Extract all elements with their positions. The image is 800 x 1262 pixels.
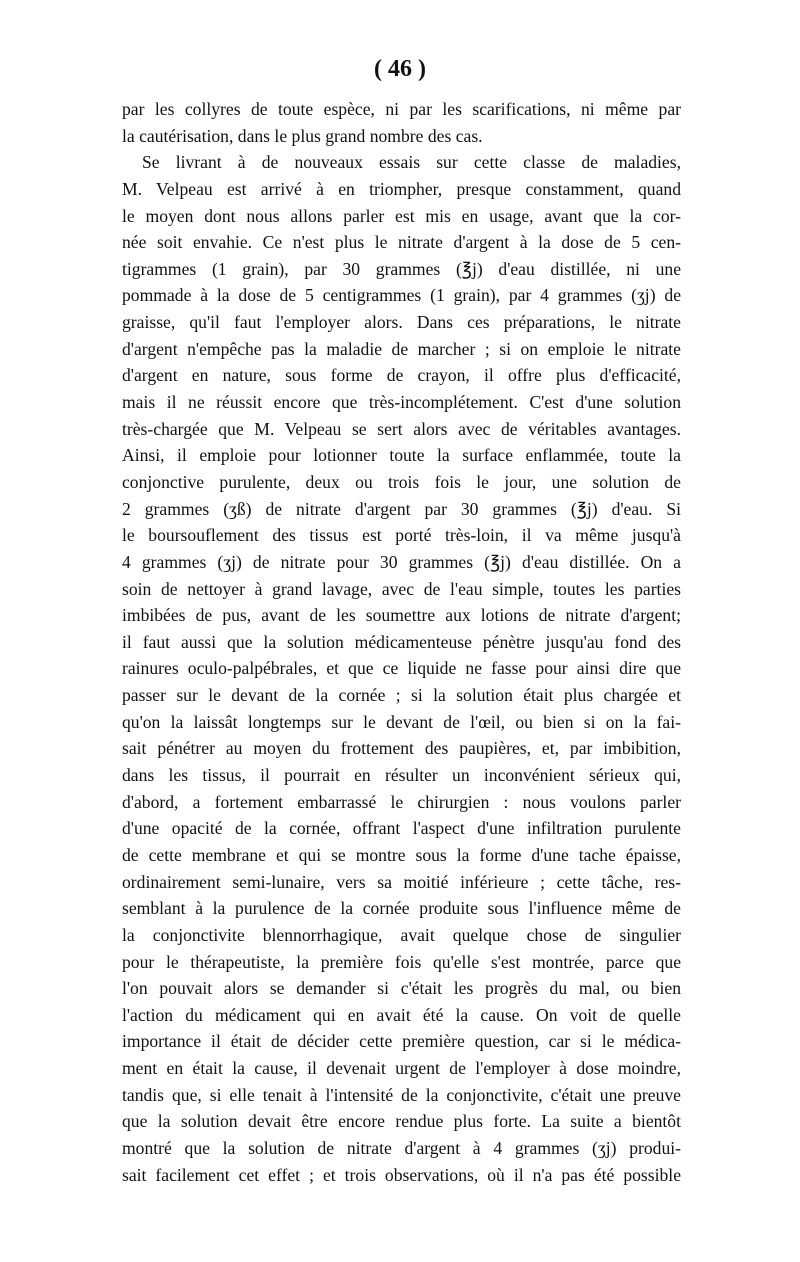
text-line: née soit envahie. Ce n'est plus le nitrate d'argent à la dose de 5 cen- xyxy=(122,232,681,253)
text-line: ment en était la cause, il devenait urgent de l'employer à dose moindre, xyxy=(122,1058,681,1079)
text-line: il faut aussi que la solution médicamenteuse pénètre jusqu'au fond des xyxy=(122,631,681,652)
text-line: importance il était de décider cette première question, car si le médica- xyxy=(122,1031,681,1052)
text-line: 4 grammes (ʒj) de nitrate pour 30 grammes (℥j) d'eau distillée. On a xyxy=(122,551,681,572)
text-line: l'on pouvait alors se demander si c'était les progrès du mal, ou bien xyxy=(122,978,681,999)
text-line: mais il ne réussit encore que très-incomplétement. C'est d'une solution xyxy=(122,392,681,413)
text-line: d'argent en nature, sous forme de crayon, il offre plus d'efficacité, xyxy=(122,365,681,386)
text-line: montré que la solution de nitrate d'argent à 4 grammes (ʒj) produi- xyxy=(122,1137,681,1158)
text-line: passer sur le devant de la cornée ; si la solution était plus chargée et xyxy=(122,685,681,706)
text-line: soin de nettoyer à grand lavage, avec de l'eau simple, toutes les parties xyxy=(122,578,681,599)
text-line: d'argent n'empêche pas la maladie de marcher ; si on emploie le nitrate xyxy=(122,338,681,359)
text-line: d'abord, a fortement embarrassé le chirurgien : nous voulons parler xyxy=(122,791,681,812)
page-number: ( 46 ) xyxy=(374,56,426,82)
text-line: sait facilement cet effet ; et trois observations, où il n'a pas été possible xyxy=(122,1164,681,1185)
text-line: la cautérisation, dans le plus grand nombre des cas. xyxy=(122,125,483,146)
text-line: d'une opacité de la cornée, offrant l'aspect d'une infiltration purulente xyxy=(122,818,681,839)
text-line: très-chargée que M. Velpeau se sert alors avec de véritables avantages. xyxy=(122,418,681,439)
text-line: M. Velpeau est arrivé à en triompher, presque constamment, quand xyxy=(122,178,681,199)
text-line: la conjonctivite blennorrhagique, avait quelque chose de singulier xyxy=(122,924,681,945)
text-line: imbibées de pus, avant de les soumettre aux lotions de nitrate d'argent; xyxy=(122,605,681,626)
text-line: qu'on la laissât longtemps sur le devant de l'œil, ou bien si on la fai- xyxy=(122,711,681,732)
text-line: pommade à la dose de 5 centigrammes (1 grain), par 4 grammes (ʒj) de xyxy=(122,285,681,306)
text-line: Se livrant à de nouveaux essais sur cette classe de maladies, xyxy=(142,152,681,173)
text-line: pour le thérapeutiste, la première fois qu'elle s'est montrée, parce que xyxy=(122,951,681,972)
text-line: le moyen dont nous allons parler est mis en usage, avant que la cor- xyxy=(122,205,681,226)
text-line: de cette membrane et qui se montre sous la forme d'une tache épaisse, xyxy=(122,844,681,865)
text-line: conjonctive purulente, deux ou trois fois le jour, une solution de xyxy=(122,471,681,492)
text-line: semblant à la purulence de la cornée produite sous l'influence même de xyxy=(122,898,681,919)
body-text xyxy=(122,96,681,1188)
text-line: tandis que, si elle tenait à l'intensité de la conjonctivite, c'était une preuve xyxy=(122,1084,681,1105)
text-line: par les collyres de toute espèce, ni par les scarifications, ni même par xyxy=(122,99,681,119)
text-line: graisse, qu'il faut l'employer alors. Dans ces préparations, le nitrate xyxy=(122,312,681,333)
text-line: Ainsi, il emploie pour lotionner toute la surface enflammée, toute la xyxy=(122,445,681,466)
text-line: tigrammes (1 grain), par 30 grammes (℥j) d'eau distillée, ni une xyxy=(122,258,681,279)
text-line: ordinairement semi-lunaire, vers sa moitié inférieure ; cette tâche, res- xyxy=(122,871,681,892)
text-line: rainures oculo-palpébrales, et que ce liquide ne fasse pour ainsi dire que xyxy=(122,658,681,679)
text-line: que la solution devait être encore rendue plus forte. La suite a bientôt xyxy=(122,1111,681,1132)
text-line: l'action du médicament qui en avait été la cause. On voit de quelle xyxy=(122,1004,681,1025)
text-line: le boursouflement des tissus est porté très-loin, il va même jusqu'à xyxy=(122,525,681,546)
text-line: dans les tissus, il pourrait en résulter un inconvénient sérieux qui, xyxy=(122,765,681,786)
text-line: sait pénétrer au moyen du frottement des paupières, et, par imbibition, xyxy=(122,738,681,759)
text-line: 2 grammes (ʒß) de nitrate d'argent par 30 grammes (℥j) d'eau. Si xyxy=(122,498,681,519)
